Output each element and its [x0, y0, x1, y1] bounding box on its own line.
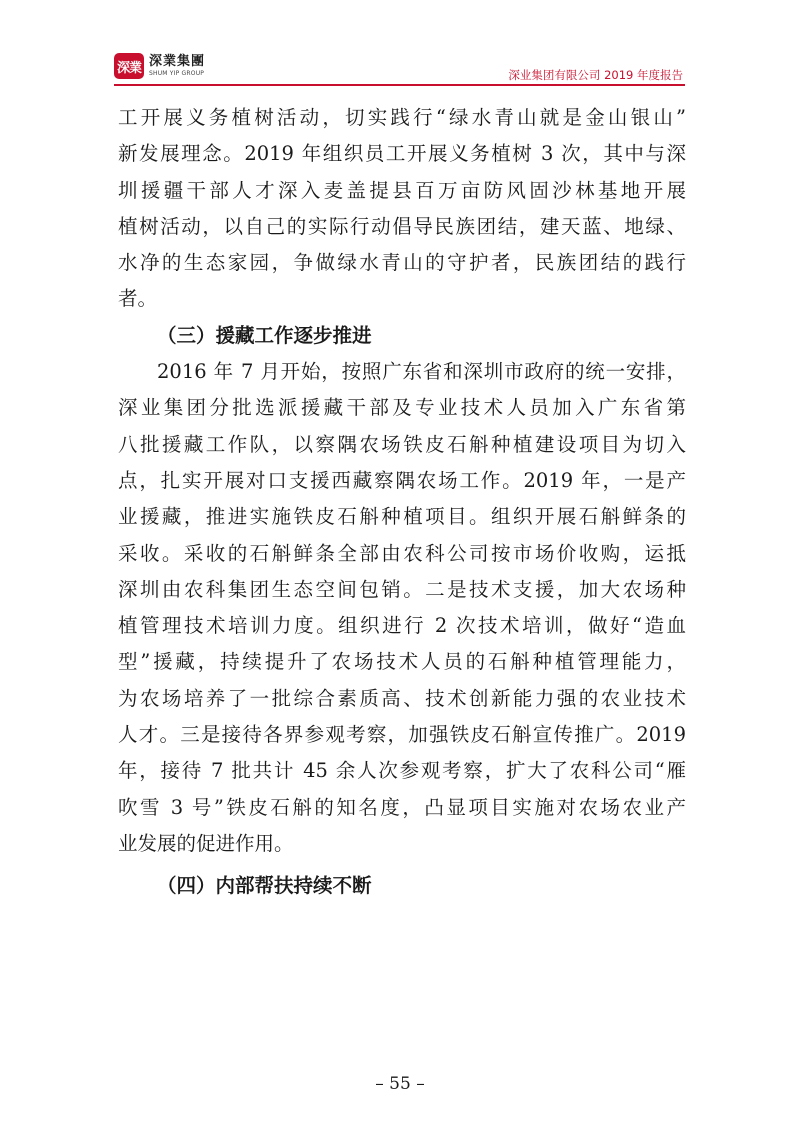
- section-heading-3: （三）援藏工作逐步推进: [157, 323, 372, 347]
- text-line: 圳援疆干部人才深入麦盖提县百万亩防风固沙林基地开展: [118, 178, 686, 202]
- text-line: 采收。采收的石斛鲜条全部由农科公司按市场价收购，运抵: [118, 541, 686, 565]
- text-line: 人才。三是接待各界参观考察，加强铁皮石斛宣传推广。2019: [118, 723, 686, 747]
- text-line: 者。: [118, 287, 158, 311]
- text-line: 点，扎实开展对口支援西藏察隅农场工作。2019 年，一是产: [118, 468, 686, 492]
- page-number: – 55 –: [375, 1074, 425, 1094]
- text-line: 吹雪 3 号”铁皮石斛的知名度，凸显项目实施对农场农业产: [118, 795, 686, 819]
- report-title: 深业集团有限公司 2019 年度报告: [508, 68, 683, 82]
- text-line: 植树活动，以自己的实际行动倡导民族团结，建天蓝、地绿、: [118, 214, 686, 238]
- text-line: 2016 年 7 月开始，按照广东省和深圳市政府的统一安排，: [157, 360, 686, 384]
- text-line: 深业集团分批选派援藏干部及专业技术人员加入广东省第: [118, 396, 686, 420]
- text-line: 工开展义务植树活动，切实践行“绿水青山就是金山银山”: [118, 106, 686, 129]
- text-line: 型”援藏，持续提升了农场技术人员的石斛种植管理能力，: [118, 650, 686, 674]
- header-divider: [114, 84, 685, 86]
- text-line: 为农场培养了一批综合素质高、技术创新能力强的农业技术: [118, 686, 686, 710]
- text-line: 年，接待 7 批共计 45 余人次参观考察，扩大了农科公司“雁: [118, 759, 686, 783]
- logo-english-name: SHUM YIP GROUP: [149, 70, 205, 77]
- text-line: 深圳由农科集团生态空间包销。二是技术支援，加大农场种: [118, 577, 686, 601]
- logo-chinese-name: 深業集團: [149, 54, 206, 69]
- text-line: 新发展理念。2019 年组织员工开展义务植树 3 次，其中与深: [118, 142, 686, 166]
- company-logo: [114, 52, 205, 80]
- paragraph-tibet-aid: [118, 354, 686, 862]
- text-line: 业发展的促进作用。: [118, 831, 294, 855]
- section-heading-4: （四）内部帮扶持续不断: [157, 874, 372, 898]
- text-line: 水净的生态家园，争做绿水青山的守护者，民族团结的践行: [118, 251, 686, 275]
- page-body: [118, 100, 686, 905]
- shumyip-logo-icon: 深業: [114, 53, 144, 79]
- paragraph-tree-planting: [118, 100, 686, 318]
- logo-text: [149, 55, 205, 77]
- text-line: 植管理技术培训力度。组织进行 2 次技术培训，做好“造血: [118, 614, 686, 638]
- text-line: 业援藏，推进实施铁皮石斛种植项目。组织开展石斛鲜条的: [118, 505, 686, 529]
- page-header: [0, 0, 800, 90]
- text-line: 八批援藏工作队，以察隅农场铁皮石斛种植建设项目为切入: [118, 432, 686, 456]
